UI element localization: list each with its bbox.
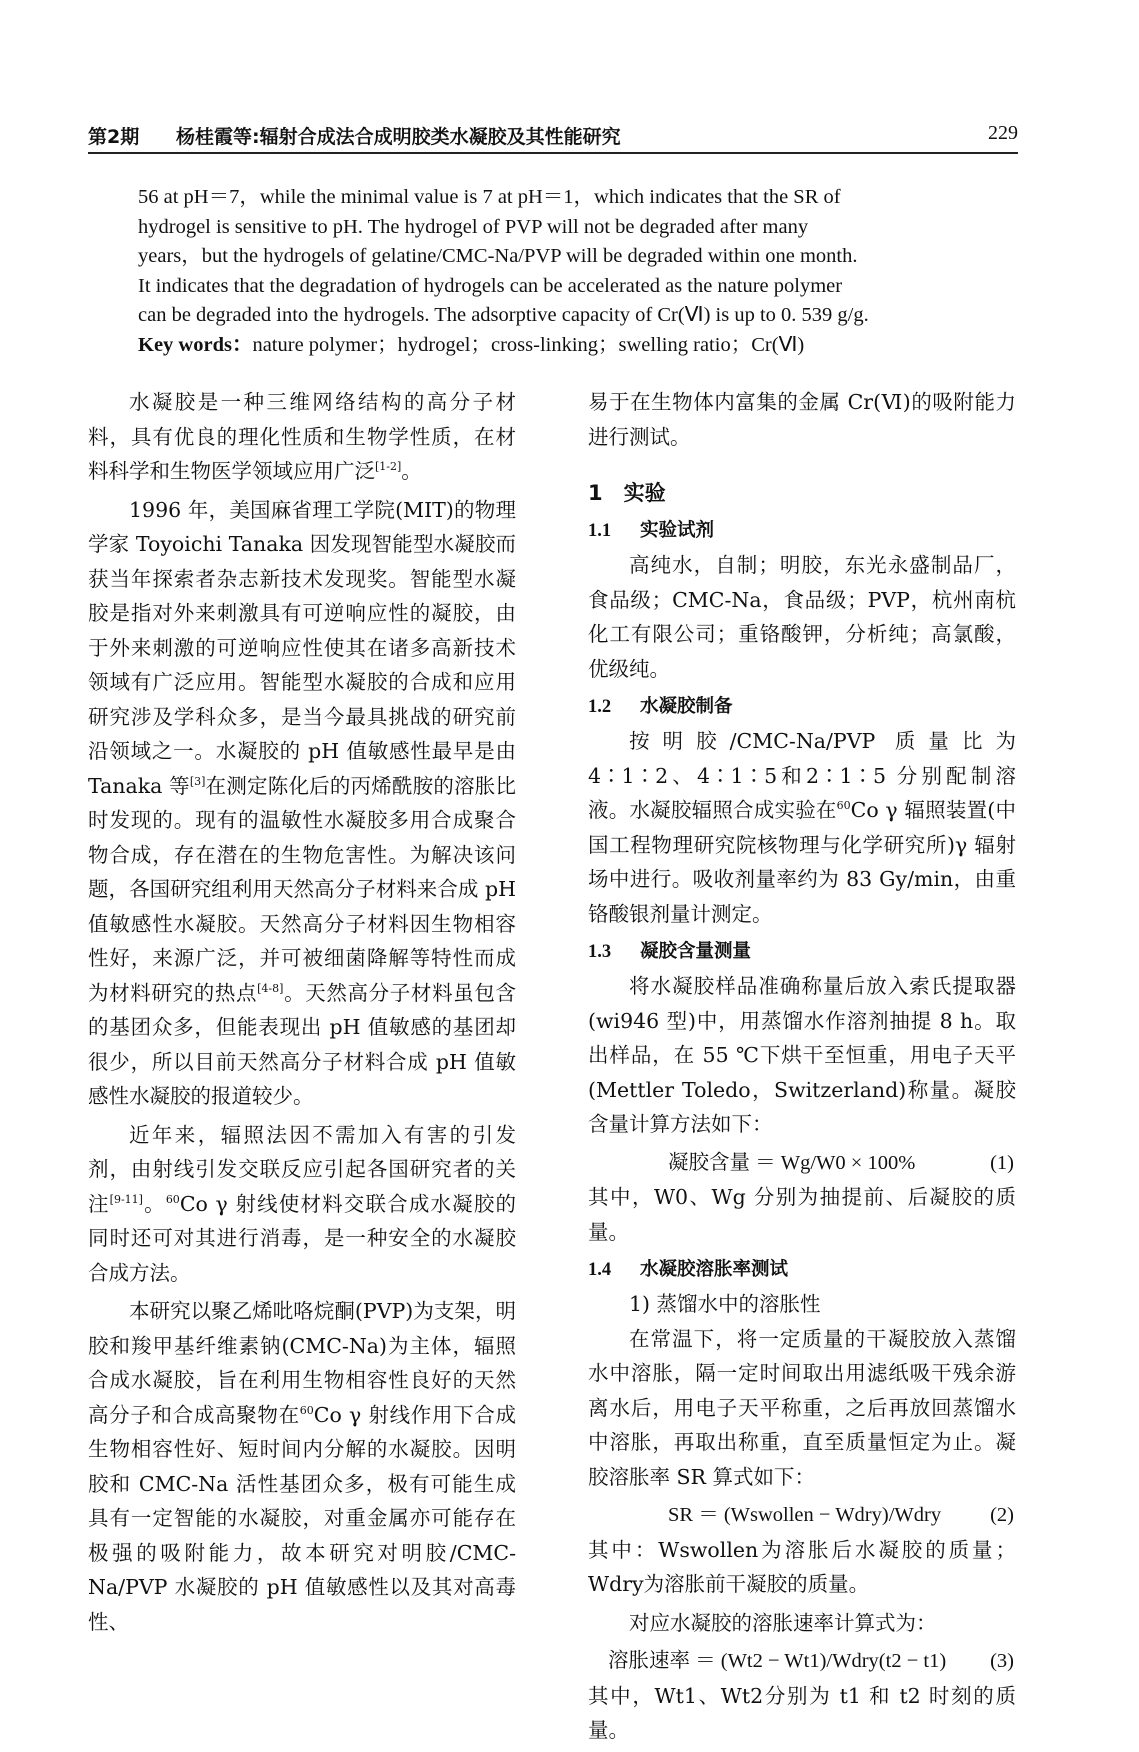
- equation-3-note: 其中，Wt1、Wt2分别为 t1 和 t2 时刻的质量。: [588, 1683, 1016, 1742]
- equation-number: (2): [990, 1504, 1014, 1526]
- continued-paragraph: 易于在生物体内富集的金属 Cr(Ⅵ)的吸附能力进行测试。: [588, 390, 1016, 449]
- gel-content-paragraph: 将水凝胶样品准确称量后放入索氏提取器(wi946 型)中，用蒸馏水作溶剂抽提 8 h。取出样品，在 55 ℃下烘干至恒重，用电子天平(Mettler Toledo，Switzerland)称量。凝胶含量计算方法如下：: [588, 974, 1016, 1136]
- citation: [1-2]: [375, 460, 402, 474]
- issue-number: 第2期: [88, 126, 140, 148]
- abstract-line: hydrogel is sensitive to pH. The hydrogel of PVP will not be degraded after many: [138, 215, 809, 238]
- equation-1-note: 其中，W0、Wg 分别为抽提前、后凝胶的质量。: [588, 1185, 1016, 1244]
- keywords-line: [138, 331, 994, 361]
- isotope-superscript: 60: [299, 1403, 314, 1417]
- swelling-rate-intro: 对应水凝胶的溶胀速率计算式为：: [629, 1610, 937, 1635]
- citation: [4-8]: [257, 981, 284, 995]
- keywords-text: nature polymer；hydrogel；cross-linking；swelling ratio；Cr(Ⅵ): [252, 333, 805, 356]
- reagents-paragraph: 高纯水，自制；明胶，东光永盛制品厂，食品级；CMC-Na，食品级；PVP，杭州南杭化工有限公司；重铬酸钾，分析纯；高氯酸，优级纯。: [588, 553, 1016, 681]
- swelling-item-heading: 1) 蒸馏水中的溶胀性: [629, 1292, 821, 1316]
- subsection-heading-preparation: 1.2 水凝胶制备: [588, 696, 733, 717]
- citation: [3]: [189, 774, 206, 788]
- equation-1: 凝胶含量 ＝ Wg/W0 × 100% (1): [588, 1146, 1016, 1181]
- abstract-line: can be degraded into the hydrogels. The adsorptive capacity of Cr(Ⅵ) is up to 0. 539 g/g.: [138, 304, 869, 326]
- citation: [9-11]: [109, 1192, 143, 1206]
- running-title: 杨桂霞等:辐射合成法合成明胶类水凝胶及其性能研究: [176, 126, 621, 148]
- equation-number: (3): [990, 1650, 1014, 1672]
- abstract-line: It indicates that the degradation of hydrogels can be accelerated as the nature polymer: [138, 274, 843, 297]
- equation-2-note: 其中：Wswollen为溶胀后水凝胶的质量；Wdry为溶胀前干凝胶的质量。: [588, 1537, 1016, 1596]
- section-heading-experiment: 1 实验: [588, 481, 666, 505]
- subsection-heading-swelling: 1.4 水凝胶溶胀率测试: [588, 1259, 789, 1280]
- page-number: 229: [988, 122, 1018, 144]
- abstract-line: years，but the hydrogels of gelatine/CMC-Na/PVP will be degraded within one month.: [138, 245, 858, 267]
- left-column: [88, 385, 516, 1643]
- keywords-label: Key words：: [138, 333, 253, 356]
- right-column: [588, 385, 1016, 1752]
- equation-2: SR ＝ (Wswollen − Wdry)/Wdry (2): [588, 1498, 1016, 1533]
- equation-3: 溶胀速率 ＝ (Wt2 − Wt1)/Wdry(t2 − t1) (3): [588, 1644, 1016, 1679]
- subsection-heading-reagents: 1.1 实验试剂: [588, 520, 715, 541]
- intro-paragraph-2: 1996 年，美国麻省理工学院(MIT)的物理学家 Toyoichi Tanaka 因发现智能型水凝胶而获当年探索者杂志新技术发现奖。智能型水凝胶是指对外来刺激具有可逆响应性的凝胶，由于外来刺激的可逆响应性使其在诸多高新技术领域有广泛应用。智能型水凝胶的合成和应用研究涉及学科众多，是当今最具挑战的研究前沿领域之一。水凝胶的 pH 值敏感性最早是由 Tanaka 等[3]在测定陈化后的丙烯酰胺的溶胀比时发现的。现有的温敏性水凝胶多用合成聚合物合成，存在潜在的生物危害性。为解决该问题，各国研究组利用天然高分子材料来合成 pH 值敏感性水凝胶。天然高分子材料因生物相容性好，来源广泛，并可被细菌降解等特性而成为材料研究的热点[4-8]。天然高分子材料虽包含的基团众多，但能表现出 pH 值敏感的基团却很少，所以目前天然高分子材料合成 pH 值敏感性水凝胶的报道较少。: [88, 497, 517, 1108]
- subsection-heading-gel-content: 1.3 凝胶含量测量: [588, 941, 752, 962]
- intro-paragraph-4: 本研究以聚乙烯吡咯烷酮(PVP)为支架，明胶和羧甲基纤维素钠(CMC-Na)为主体，辐照合成水凝胶，旨在利用生物相容性良好的天然高分子和合成高聚物在$^{60}$Co γ 射线作用下合成生物相容性好、短时间内分解的水凝胶。因明胶和 CMC-Na 活性基团众多，极有可能生成具有一定智能的水凝胶，对重金属亦可能存在极强的吸附能力，故本研究对明胶/CMC-Na/PVP 水凝胶的 pH 值敏感性以及其对高毒性、: [88, 1299, 517, 1634]
- intro-paragraph-1: 水凝胶是一种三维网络结构的高分子材料，具有优良的理化性质和生物学性质，在材料科学和生物医学领域应用广泛[1-2]。: [88, 390, 516, 483]
- intro-paragraph-3: 近年来，辐照法因不需加入有害的引发剂，由射线引发交联反应引起各国研究者的关注[9-11]。$^{60}$Co γ 射线使材料交联合成水凝胶的同时还可对其进行消毒，是一种安全的水凝胶合成方法。: [88, 1122, 517, 1285]
- abstract-block: [138, 183, 994, 360]
- equation-number: (1): [990, 1151, 1014, 1174]
- abstract-line: 56 at pH＝7，while the minimal value is 7 at pH＝1，which indicates that the SR of: [138, 186, 841, 208]
- preparation-paragraph: 按明胶/CMC-Na/PVP 质量比为 4∶1∶2、4∶1∶5和2∶1∶5 分别配制溶液。水凝胶辐照合成实验在$^{60}$Co γ 辐照装置(中国工程物理研究院核物理与化学研究所)γ 辐射场中进行。吸收剂量率约为 83 Gy/min，由重铬酸银剂量计测定。: [588, 729, 1017, 926]
- swelling-paragraph: 在常温下，将一定质量的干凝胶放入蒸馏水中溶胀，隔一定时间取出用滤纸吸干残余游离水后，用电子天平称重，之后再放回蒸馏水中溶胀，再取出称重，直至质量恒定为止。凝胶溶胀率 SR 算式如下：: [588, 1326, 1016, 1489]
- isotope-superscript: 60: [836, 799, 851, 813]
- running-header: [88, 118, 1018, 154]
- isotope-superscript: 60: [165, 1192, 180, 1206]
